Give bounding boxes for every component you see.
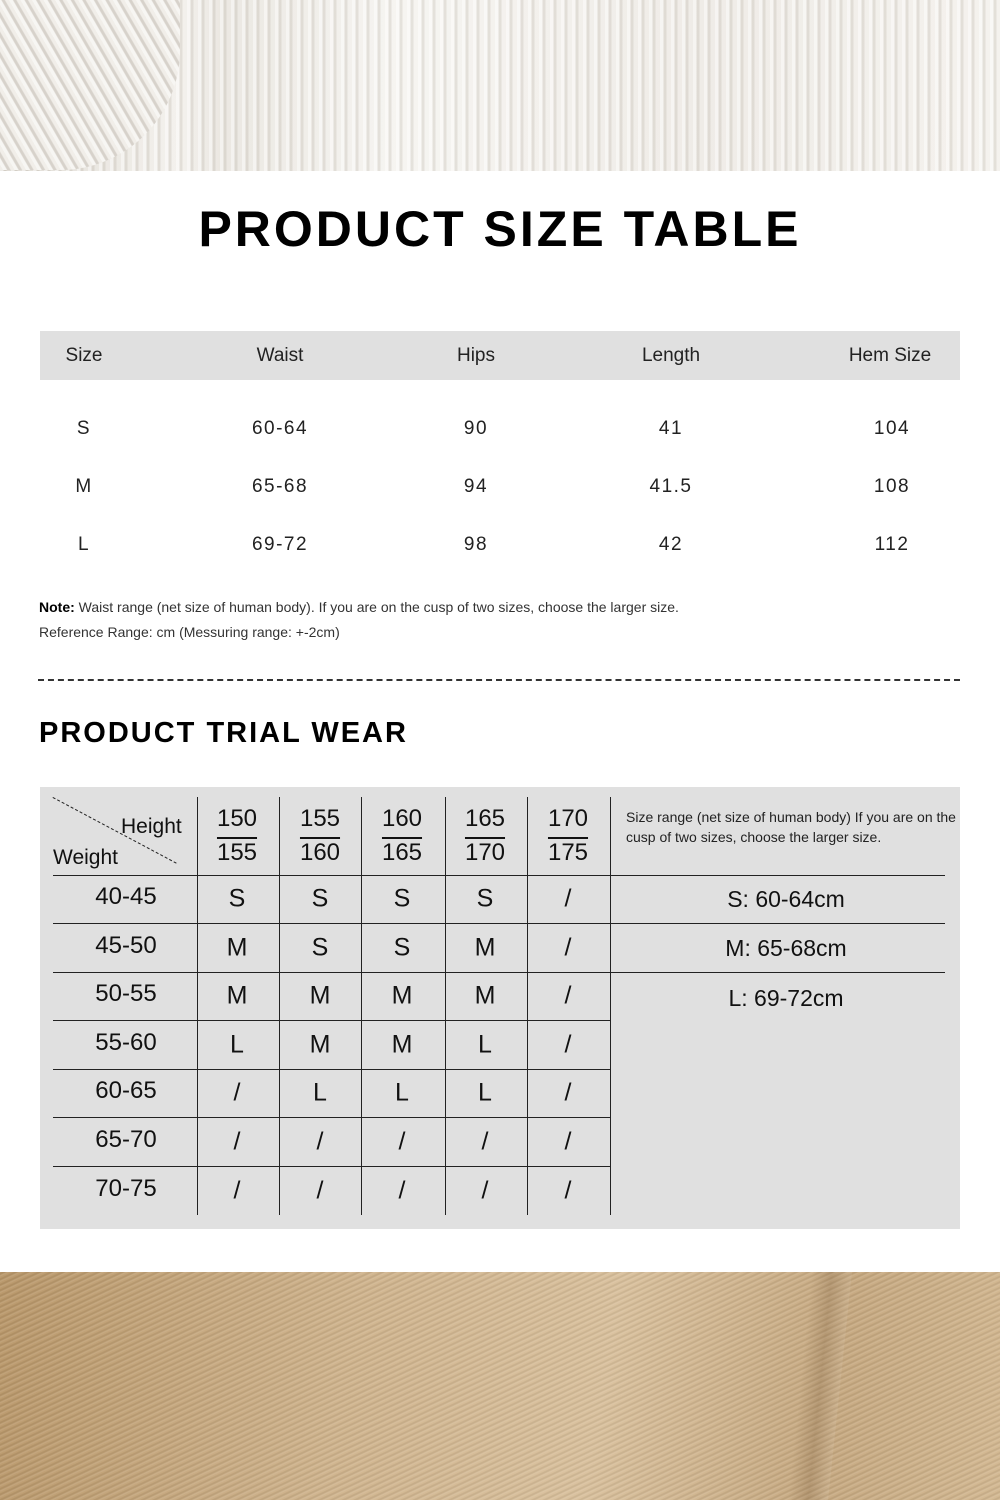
bottom-product-photo-twill [0, 1272, 1000, 1500]
recommended-size-cell: M [309, 1030, 331, 1058]
cell-hem-size: 112 [874, 534, 910, 555]
height-from: 170 [547, 805, 589, 832]
weight-range-label: 60-65 [95, 1077, 157, 1104]
size-table [40, 331, 960, 574]
cell-size: M [75, 476, 93, 497]
size-table-header [40, 331, 960, 380]
note-text: Waist range (net size of human body). If you are on the cusp of two sizes, choose the larger size. [78, 599, 679, 615]
header-hem-size: Hem Size [848, 345, 932, 366]
recommended-size-cell: S [228, 884, 246, 913]
recommended-size-cell: / [233, 1078, 241, 1107]
recommended-size-cell: / [564, 1078, 572, 1107]
trial-wear-table [40, 787, 960, 1229]
recommended-size-cell: L [230, 1030, 244, 1058]
height-from: 165 [464, 805, 506, 832]
weight-range-label: 50-55 [95, 980, 157, 1007]
cell-hem-size: 108 [873, 476, 911, 497]
grid-hline [53, 1020, 610, 1021]
recommended-size-cell: / [481, 1127, 489, 1155]
recommended-size-cell: S [476, 884, 494, 913]
recommended-size-cell: / [564, 884, 572, 913]
recommended-size-cell: M [474, 933, 496, 961]
recommended-size-cell: S [311, 933, 329, 961]
note-label: Note: [39, 599, 75, 615]
cell-length: 42 [658, 534, 684, 555]
height-from: 155 [299, 805, 341, 832]
cell-hips: 98 [463, 534, 489, 555]
weight-range-label: 55-60 [95, 1028, 157, 1056]
cell-size: L [77, 534, 91, 555]
grid-hline [53, 923, 945, 924]
recommended-size-cell: L [313, 1078, 327, 1107]
height-to: 160 [299, 839, 341, 866]
cell-size: S [76, 418, 92, 439]
size-table-title: PRODUCT SIZE TABLE [198, 201, 802, 257]
grid-vline [527, 797, 528, 1215]
grid-vline [361, 797, 362, 1215]
recommended-size-cell: / [564, 933, 572, 961]
height-range-header [382, 805, 422, 867]
recommended-size-cell: M [226, 933, 248, 961]
size-range-text: L: 69-72cm [728, 985, 844, 1011]
height-to: 155 [216, 839, 258, 866]
weight-range-label: 40-45 [95, 883, 157, 910]
cell-length: 41.5 [649, 476, 693, 497]
recommended-size-cell: L [478, 1030, 492, 1058]
height-to: 165 [381, 839, 423, 866]
cell-hips: 94 [463, 476, 489, 497]
header-size: Size [65, 345, 103, 366]
recommended-size-cell: / [481, 1176, 489, 1204]
corner-height-label: Height [121, 815, 182, 838]
size-range-text: S: 60-64cm [727, 886, 845, 912]
height-range-header [217, 805, 257, 867]
cell-hem-size: 104 [873, 418, 911, 439]
recommended-size-cell: / [398, 1127, 406, 1155]
trial-side-note: Size range (net size of human body) If you are on the cusp of two sizes, choose the larger size. [626, 809, 956, 845]
cell-hips: 90 [463, 418, 489, 439]
weight-range-label: 70-75 [95, 1174, 157, 1202]
recommended-size-cell: M [474, 981, 496, 1010]
height-from: 150 [216, 805, 258, 832]
recommended-size-cell: M [391, 981, 413, 1010]
recommended-size-cell: S [311, 884, 329, 913]
grid-hline [53, 875, 945, 876]
recommended-size-cell: L [395, 1078, 409, 1107]
recommended-size-cell: M [226, 981, 248, 1010]
reference-range: Reference Range: cm (Messuring range: +-2cm) [39, 624, 340, 640]
recommended-size-cell: / [564, 1176, 572, 1204]
recommended-size-cell: / [233, 1176, 241, 1204]
size-range-text: M: 65-68cm [725, 935, 847, 961]
header-length: Length [641, 345, 701, 366]
corner-weight-label: Weight [53, 846, 118, 869]
recommended-size-cell: M [391, 1030, 413, 1058]
fabric-seam [788, 1272, 852, 1500]
header-hips: Hips [456, 345, 496, 366]
cell-length: 41 [658, 418, 684, 439]
top-product-photo-knit [0, 0, 1000, 171]
recommended-size-cell: / [564, 981, 572, 1010]
grid-hline [53, 1166, 610, 1167]
recommended-size-cell: / [316, 1127, 324, 1155]
cell-waist: 60-64 [251, 418, 309, 439]
grid-vline [610, 797, 611, 1215]
grid-hline [53, 1069, 610, 1070]
trial-wear-title: PRODUCT TRIAL WEAR [39, 717, 408, 749]
grid-vline [445, 797, 446, 1215]
height-to: 175 [547, 839, 589, 866]
grid-hline [53, 1117, 610, 1118]
cell-waist: 65-68 [251, 476, 309, 497]
header-waist: Waist [256, 345, 304, 366]
dashed-divider [38, 679, 960, 681]
recommended-size-cell: / [233, 1127, 241, 1155]
recommended-size-cell: S [393, 884, 411, 913]
weight-range-label: 45-50 [95, 931, 157, 959]
grid-vline [197, 797, 198, 1215]
size-row [40, 516, 960, 574]
recommended-size-cell: M [309, 981, 331, 1010]
height-from: 160 [381, 805, 423, 832]
recommended-size-cell: / [398, 1176, 406, 1204]
weight-range-label: 65-70 [95, 1125, 157, 1153]
height-range-header [465, 805, 505, 867]
size-row [40, 458, 960, 516]
recommended-size-cell: S [393, 933, 411, 961]
cell-waist: 69-72 [251, 534, 309, 555]
recommended-size-cell: / [564, 1030, 572, 1058]
size-row [40, 400, 960, 458]
size-note [39, 595, 679, 645]
grid-vline [279, 797, 280, 1215]
recommended-size-cell: / [564, 1127, 572, 1155]
size-table-body [40, 380, 960, 574]
recommended-size-cell: / [316, 1176, 324, 1204]
grid-hline [53, 972, 945, 973]
height-range-header [300, 805, 340, 867]
height-range-header [548, 805, 588, 867]
knit-sleeve-detail [0, 0, 180, 170]
recommended-size-cell: L [478, 1078, 492, 1107]
height-to: 170 [464, 839, 506, 866]
